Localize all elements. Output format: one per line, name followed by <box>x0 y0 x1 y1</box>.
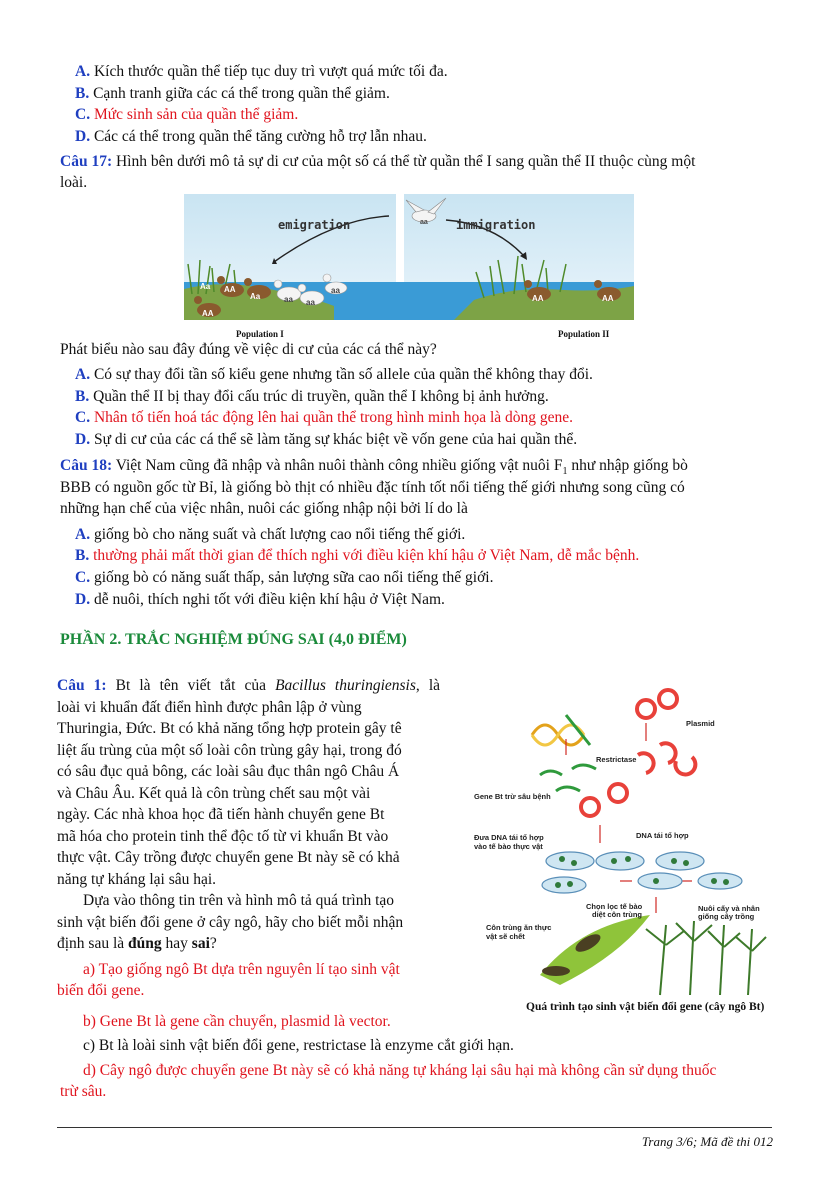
p2q1-line: liệt ấu trùng của một số loài côn trùng gây hại, trong đó <box>57 741 402 759</box>
q17-option-d: D. Sự di cư của các cá thể sẽ làm tăng sự khác biệt về vốn gene của hai quần thể. <box>75 431 578 448</box>
q16-option-d: D. Các cá thể trong quần thể tăng cường hỗ trợ lẫn nhau. <box>75 128 427 145</box>
p2q1-line: Thuringia, Đức. Bt có khả năng tổng hợp protein gây tê <box>57 720 402 737</box>
p2q1-line: năng tự kháng lại sâu hại. <box>57 870 217 888</box>
population-2-label: Population II <box>558 329 610 339</box>
genotype-label: AA <box>602 294 614 303</box>
q16-option-a: A. Kích thước quần thể tiếp tục duy trì vượt quá mức tối đa. <box>75 63 448 80</box>
q17-question: Phát biểu nào sau đây đúng về việc di cư của các cá thể này? <box>60 341 437 358</box>
selection-label: Chọn lọc tế bào <box>586 902 643 911</box>
p2q1-line: sinh vật biến đổi gene ở cây ngô, hãy cho biết mỗi nhận <box>57 913 404 931</box>
q17-option-c: C. Nhân tố tiến hoá tác động lên hai quần thể trong hình minh họa là dòng gene. <box>75 409 574 426</box>
genotype-label: aa <box>420 219 428 226</box>
p2q1-statement-a-cont: biến đổi gene. <box>57 982 145 999</box>
q17-stem: Câu 17: Hình bên dưới mô tả sự di cư của một số cá thể từ quần thể I sang quần thể II thuộc cùng một <box>60 153 696 170</box>
figure-caption: Quá trình tạo sinh vật biến đổi gene (cây ngô Bt) <box>526 1001 765 1013</box>
recombinant-dna-label: DNA tái tổ hợp <box>636 831 689 840</box>
insert-dna-label: Đưa DNA tái tổ hợp <box>474 833 544 842</box>
insect-label: Côn trùng ăn thực <box>486 923 552 932</box>
q18-option-b: B. thường phải mất thời gian để thích nghi với điều kiện khí hậu ở Việt Nam, dễ mắc bệnh. <box>75 547 640 564</box>
genotype-label: AA <box>202 309 214 318</box>
culture-label: Nuôi cấy và nhân <box>698 904 760 913</box>
q18-option-d: D. dễ nuôi, thích nghi tốt với điều kiện khí hậu ở Việt Nam. <box>75 591 445 608</box>
p2q1-statement-d: d) Cây ngô được chuyển gene Bt này sẽ có khả năng tự kháng lại sâu hại mà không cần sử dụng thuốc <box>83 1062 717 1079</box>
genotype-label: Aa <box>200 282 211 291</box>
genotype-label: aa <box>284 295 293 304</box>
genotype-label: Aa <box>250 292 261 301</box>
part2-title: PHẦN 2. TRẮC NGHIỆM ĐÚNG SAI (4,0 ĐIỂM) <box>60 631 407 648</box>
p2q1-line: và Châu Âu. Kết quả là côn trùng chết sau một vài <box>57 784 371 802</box>
genotype-label: AA <box>532 294 544 303</box>
p2q1-line: loài vi khuẩn đất điển hình được phân lập ở vùng <box>57 698 362 716</box>
q18-stem-line2: BBB có nguồn gốc từ Bỉ, là giống bò thịt có nhiều đặc tính tốt nổi tiếng thế giới nhưng song cũng có <box>60 479 685 496</box>
p2q1-line: Câu 1: Bt là tên viết tắt của Bacillus thuringiensis, là <box>57 677 441 694</box>
page-footer: Trang 3/6; Mã đề thi 012 <box>641 1134 773 1149</box>
q16-option-c: C. Mức sinh sản của quần thể giảm. <box>75 106 299 123</box>
q16-option-b: B. Cạnh tranh giữa các cá thể trong quần thể giảm. <box>75 85 390 102</box>
bt-corn-figure <box>470 685 780 1015</box>
insect-label-2: vật sẽ chết <box>486 932 525 941</box>
q18-option-c: C. giống bò có năng suất thấp, sản lượng sữa cao nổi tiếng thế giới. <box>75 569 494 586</box>
genotype-label: aa <box>306 298 315 307</box>
genotype-label: aa <box>331 286 340 295</box>
p2q1-statement-b: b) Gene Bt là gene cần chuyển, plasmid là vector. <box>83 1013 391 1030</box>
p2q1-statement-d-cont: trừ sâu. <box>60 1083 107 1100</box>
p2q1-statement-a: a) Tạo giống ngô Bt dựa trên nguyên lí tạo sinh vật <box>83 960 400 978</box>
genotype-label: AA <box>224 285 236 294</box>
p2q1-line: thực vật. Cây trồng được chuyển gene Bt này sẽ có khả <box>57 849 400 866</box>
plasmid-label: Plasmid <box>686 719 715 728</box>
p2q1-line: có sâu đục quả bông, các loài sâu đục thân ngô Châu Á <box>57 763 400 780</box>
culture-label-2: giống cây trồng <box>698 912 755 921</box>
p2q1-statement-c: c) Bt là loài sinh vật biến đổi gene, restrictase là enzyme cắt giới hạn. <box>83 1037 514 1054</box>
p2q1-line: ngày. Các nhà khoa học đã tiến hành chuyển gene Bt <box>57 806 385 823</box>
footer-divider <box>57 1127 772 1128</box>
restrictase-label: Restrictase <box>596 755 637 764</box>
q18-option-a: A. giống bò cho năng suất và chất lượng cao nổi tiếng thế giới. <box>75 526 466 543</box>
p2q1-line: mã hóa cho protein tinh thể độc tố từ vi khuẩn Bt vào <box>57 827 389 845</box>
population-1-label: Population I <box>236 329 284 339</box>
q18-stem: Câu 18: Việt Nam cũng đã nhập và nhân nuôi thành công nhiều giống vật nuôi $F_1$ như nhập giống bò <box>60 457 688 478</box>
q17-option-a: A. Có sự thay đổi tần số kiểu gene nhưng tần số allele của quần thể không thay đổi. <box>75 366 593 383</box>
q18-stem-line3: những hạn chế của việc nhân, nuôi các giống nhập nội bởi lí do là <box>60 500 468 517</box>
q17-option-b: B. Quần thể II bị thay đổi cấu trúc di truyền, quần thể I không bị ảnh hưởng. <box>75 388 549 405</box>
p2q1-line: định sau là đúng hay sai? <box>57 935 217 952</box>
gene-bt-label: Gene Bt trừ sâu bệnh <box>474 792 551 801</box>
insert-dna-label-2: vào tế bào thực vật <box>474 842 543 851</box>
emigration-label: emigration <box>278 218 351 232</box>
p2q1-text <box>57 675 440 1002</box>
p2q1-line: Dựa vào thông tin trên và hình mô tả quá trình tạo <box>83 892 395 909</box>
migration-figure <box>184 194 634 339</box>
q17-stem-line2: loài. <box>60 174 88 191</box>
selection-label-2: diệt côn trùng <box>592 910 642 919</box>
immigration-label: immigration <box>456 218 536 232</box>
